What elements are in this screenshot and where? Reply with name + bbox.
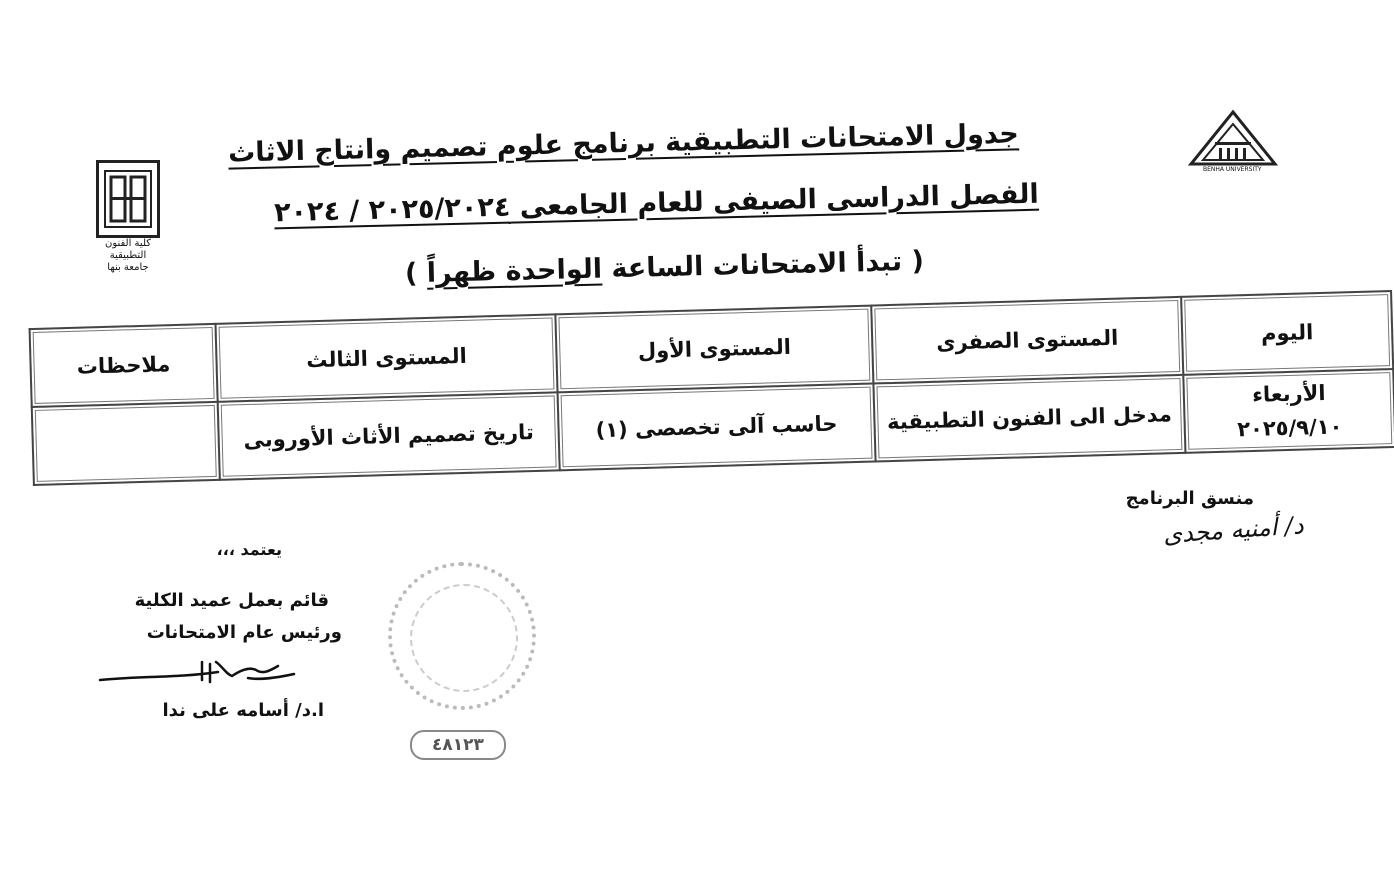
stamp-inner-ring [410,584,518,692]
header-level-1: المستوى الأول [555,306,873,393]
header-notes: ملاحظات [30,324,218,407]
title-line-1: جدول الامتحانات التطبيقية برنامج علوم تصميم وانتاج الاثاث [227,118,1020,169]
header-level-3: المستوى الثالث [215,314,557,401]
university-logo [1185,108,1281,178]
cell-level-1: حاسب آلى تخصصى (١) [558,384,876,471]
header-day: اليوم [1181,291,1393,375]
coordinator-title: منسق البرنامج [1125,488,1254,509]
faculty-caption-2: جامعة بنها [107,262,149,273]
coordinator-signature: د/ أمنيه مجدى [1162,511,1305,549]
university-caption: BENHA UNIVERSITY [1203,166,1262,173]
dean-signature [98,652,298,692]
stamp-number: ٤٨١٢٣ [410,730,506,760]
exam-date: ٢٠٢٥/٩/١٠ [1236,414,1343,442]
day-name: الأربعاء [1251,380,1326,407]
cell-level-3: تاريخ تصميم الأثاث الأوروبى [218,392,560,479]
faculty-logo [92,160,164,274]
exam-schedule-table [29,290,1394,486]
cell-level-0: مدخل الى الفنون التطبيقية [873,375,1185,462]
handwritten-signature-icon [98,652,298,692]
cell-notes [32,402,220,485]
approval-role-1: قائم بعمل عميد الكلية [134,590,329,611]
title-line-3-time: الواحدة ظهراً [426,253,603,289]
title-line-2: الفصل الدراسى الصيفى للعام الجامعى ٢٠٢٥/٢٠٢٤ / ٢٠٢٤ [273,178,1040,229]
faculty-caption-1: كلية الفنون التطبيقية [104,238,152,261]
approval-label: يعتمد ،،، [216,540,282,559]
title-line-3 [405,246,925,290]
header-level-0: المستوى الصفرى [871,297,1183,384]
dean-name: ا.د/ أسامه على ندا [162,700,324,721]
title-line-3-start: ( تبدأ الامتحانات الساعة [601,245,925,285]
cell-day [1183,369,1394,453]
faculty-logo-icon [96,160,160,238]
title-line-3-end: ) [404,257,428,290]
approval-role-2: ورئيس عام الامتحانات [146,622,342,643]
official-stamp [388,562,536,710]
